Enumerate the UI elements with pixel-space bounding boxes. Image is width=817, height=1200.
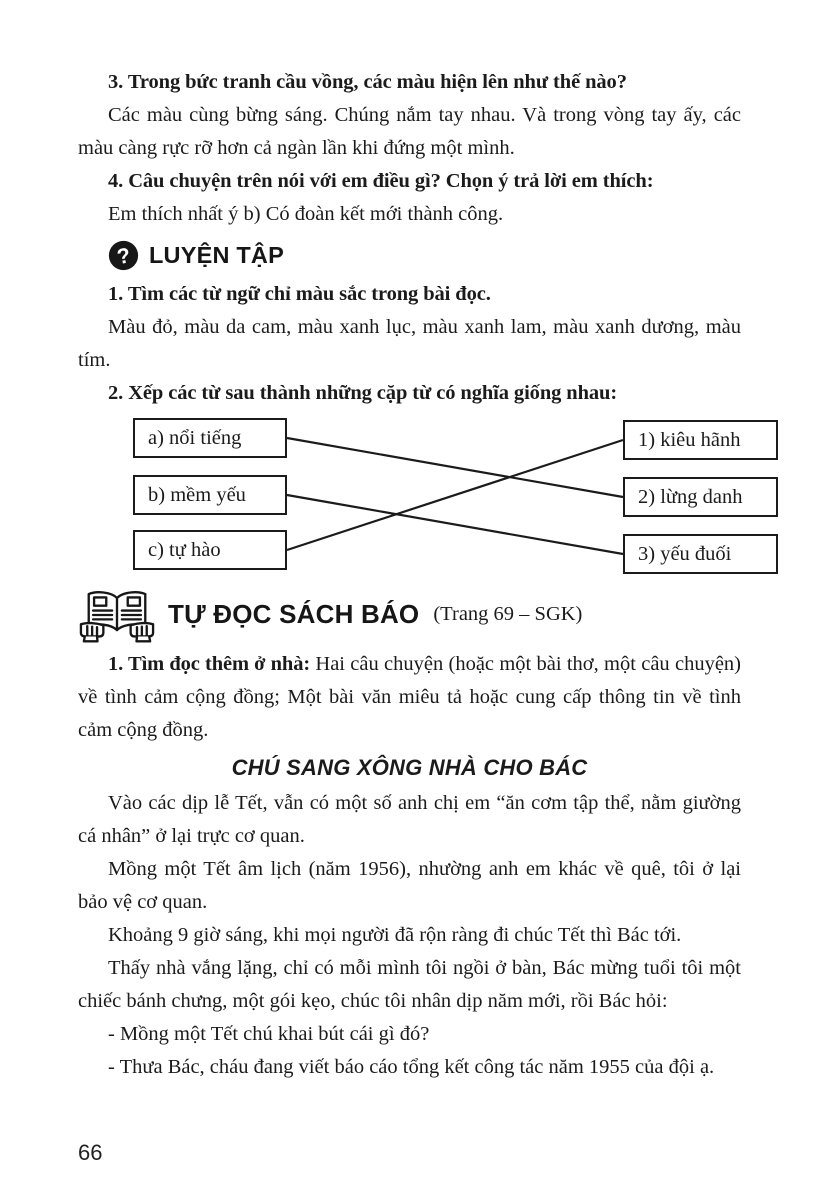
page-number: 66 — [78, 1140, 103, 1165]
reading-task-lead: 1. Tìm đọc thêm ở nhà: — [108, 653, 311, 675]
story-dialogue-line: - Mồng một Tết chú khai bút cái gì đó? — [108, 1023, 430, 1045]
practice-section-header — [108, 240, 741, 271]
match-item-c — [133, 530, 287, 570]
practice-section-title: LUYỆN TẬP — [149, 242, 284, 268]
match-item-a — [133, 418, 287, 458]
match-item-3 — [623, 534, 778, 574]
reading-task — [78, 648, 741, 747]
match-item-b-label: b) mềm yếu — [148, 483, 246, 506]
reading-section-title: TỰ ĐỌC SÁCH BÁO — [168, 599, 420, 629]
practice-q1-answer: Màu đỏ, màu da cam, màu xanh lục, màu xanh lam, màu xanh dương, màu tím. — [78, 316, 741, 371]
reading-task-text: Hai câu chuyện (hoặc một bài thơ, một câu chuyện) về tình cảm cộng đồng; Một bài văn miêu tả hoặc cung cấp thông tin về tình cảm cộng đồng. — [78, 653, 741, 741]
match-item-1-label: 1) kiêu hãnh — [638, 428, 741, 451]
svg-text:?: ? — [115, 243, 133, 270]
story-paragraph: Khoảng 9 giờ sáng, khi mọi người đã rộn ràng đi chúc Tết thì Bác tới. — [108, 924, 682, 946]
story-dialogue-line: - Thưa Bác, cháu đang viết báo cáo tổng kết công tác năm 1955 của đội ạ. — [108, 1056, 715, 1078]
question-4-answer: Em thích nhất ý b) Có đoàn kết mới thành công. — [108, 203, 504, 225]
open-book-in-hands-icon — [78, 586, 156, 643]
story-title: CHÚ SANG XÔNG NHÀ CHO BÁC — [231, 755, 588, 780]
question-4-heading: 4. Câu chuyện trên nói với em điều gì? Chọn ý trả lời em thích: — [108, 170, 654, 192]
reading-section-header — [78, 586, 741, 643]
story-paragraph: Thấy nhà vắng lặng, chỉ có mỗi mình tôi ngồi ở bàn, Bác mừng tuổi tôi một chiếc bánh chưng, một gói kẹo, chúc tôi nhân dịp năm mới, rồi Bác hỏi: — [78, 957, 741, 1012]
story-paragraph: Vào các dịp lễ Tết, vẫn có một số anh chị em “ăn cơm tập thể, nằm giường cá nhân” ở lại trực cơ quan. — [78, 792, 741, 847]
match-item-1 — [623, 420, 778, 460]
question-3-answer: Các màu cùng bừng sáng. Chúng nắm tay nhau. Và trong vòng tay ấy, các màu càng rực rỡ hơn cả ngàn lần khi đứng một mình. — [78, 104, 741, 159]
reading-section-subtitle: (Trang 69 – SGK) — [433, 603, 583, 625]
question-3-heading: 3. Trong bức tranh cầu vồng, các màu hiện lên như thế nào? — [108, 71, 627, 93]
match-item-3-label: 3) yếu đuối — [638, 542, 732, 565]
story-paragraph: Mồng một Tết âm lịch (năm 1956), nhường anh em khác về quê, tôi ở lại bảo vệ cơ quan. — [78, 858, 741, 913]
match-item-a-label: a) nổi tiếng — [148, 426, 242, 449]
match-item-c-label: c) tự hào — [148, 538, 221, 561]
matching-exercise — [78, 418, 741, 576]
match-item-2 — [623, 477, 778, 517]
practice-q1-heading: 1. Tìm các từ ngữ chỉ màu sắc trong bài đọc. — [108, 283, 491, 305]
match-item-b — [133, 475, 287, 515]
practice-q2-heading: 2. Xếp các từ sau thành những cặp từ có nghĩa giống nhau: — [108, 382, 618, 404]
match-item-2-label: 2) lừng danh — [638, 485, 743, 508]
question-mark-circle-icon — [108, 240, 139, 271]
